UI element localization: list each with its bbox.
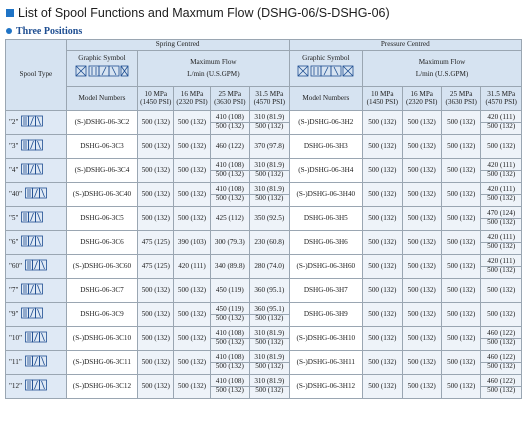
valve-symbol-icon [290, 63, 363, 82]
sc-flow-lower: 500 (132) [215, 194, 244, 202]
pc-model-cell: (S-)DSHG-06-3H2 [289, 111, 363, 135]
sc-flow-cell: 500 (132) [174, 183, 210, 207]
spool-type-cell [6, 207, 67, 231]
sc-flow-cell: 500 (132) [138, 135, 174, 159]
sc-flow-upper: 310 (81.9) [250, 186, 288, 195]
sc-model-cell: (S-)DSHG-06-3C4 [66, 159, 137, 183]
pc-flow-cell: 500 (132) [363, 375, 402, 399]
sc-flow-upper: 450 (119) [211, 306, 249, 315]
sc-flow-cell: 460 (122) [210, 135, 249, 159]
graphic-symbol-label: Graphic Symbol [302, 54, 350, 63]
sc-model-cell: (S-)DSHG-06-3C2 [66, 111, 137, 135]
sc-flow-lower: 500 (132) [215, 386, 244, 394]
spool-type-cell [6, 375, 67, 399]
sc-flow-cell [210, 351, 249, 375]
pc-flow-cell: 500 (132) [402, 255, 441, 279]
sc-flow-cell [250, 375, 289, 399]
p25-label: 25 MPa [218, 89, 242, 98]
pressure-centred-header: Pressure Centred [289, 40, 521, 51]
table-row [6, 327, 522, 351]
pc-flow-cell: 500 (132) [441, 207, 480, 231]
sc-flow-cell: 500 (132) [138, 375, 174, 399]
sc-flow-cell: 500 (132) [138, 351, 174, 375]
p16-label: 16 MPa [180, 89, 204, 98]
sc-flow-cell [210, 111, 249, 135]
sc-flow-cell [250, 351, 289, 375]
sc-flow-cell: 280 (74.0) [250, 255, 289, 279]
pc-flow-upper: 420 (111) [481, 234, 521, 243]
pc-flow-cell: 500 (132) [441, 375, 480, 399]
sc-flow-lower: 500 (132) [215, 338, 244, 346]
pc-flow-cell [481, 111, 522, 135]
pc-flow-cell: 500 (132) [402, 351, 441, 375]
sc-flow-lower: 500 (132) [215, 170, 244, 178]
title-square-icon [6, 9, 14, 17]
pc-flow-cell [481, 183, 522, 207]
sc-flow-cell: 500 (132) [174, 207, 210, 231]
p315-psi-label: (4570 PSI) [485, 97, 517, 106]
spool-symbol-icon [21, 211, 43, 226]
spool-type-header: Spool Type [6, 40, 67, 111]
sc-flow-cell: 500 (132) [174, 159, 210, 183]
pc-flow-cell: 500 (132) [402, 327, 441, 351]
sc-flow-cell: 500 (132) [138, 111, 174, 135]
sc-flow-lower: 500 (132) [255, 122, 284, 130]
p16-label: 16 MPa [410, 89, 434, 98]
pc-flow-upper: 420 (111) [481, 162, 521, 171]
sc-flow-cell [210, 183, 249, 207]
p25-label: 25 MPa [449, 89, 473, 98]
pc-flow-cell: 500 (132) [441, 279, 480, 303]
p315-label: 31.5 MPa [487, 89, 516, 98]
sc-flow-cell: 500 (132) [174, 111, 210, 135]
pc-model-cell: DSHG-06-3H9 [289, 303, 363, 327]
sc-flow-cell: 300 (79.3) [210, 231, 249, 255]
pc-flow-lower: 500 (132) [487, 194, 516, 202]
sc-flow-upper: 360 (95.1) [250, 306, 288, 315]
sc-model-cell: DSHG-06-3C9 [66, 303, 137, 327]
pc-model-cell: DSHG-06-3H6 [289, 231, 363, 255]
spool-symbol-icon [21, 115, 43, 130]
title-text: List of Spool Functions and Maxmum Flow (DSHG-06/S-DSHG-06) [18, 6, 390, 20]
spool-symbol-icon [25, 331, 47, 346]
table-row [6, 351, 522, 375]
pc-flow-cell [481, 255, 522, 279]
spool-label: "2" [9, 117, 19, 126]
pc-flow-cell: 500 (132) [441, 159, 480, 183]
pc-flow-lower: 500 (132) [487, 122, 516, 130]
sc-flow-cell [210, 159, 249, 183]
spool-type-cell [6, 231, 67, 255]
pc-flow-cell: 500 (132) [441, 231, 480, 255]
p10-label: 10 MPa [371, 89, 394, 98]
pc-flow-upper: 460 (122) [481, 354, 521, 363]
pc-flow-cell: 500 (132) [481, 135, 522, 159]
sc-flow-cell: 500 (132) [174, 375, 210, 399]
sc-flow-lower: 500 (132) [255, 386, 284, 394]
model-numbers-header-sc: Model Numbers [66, 87, 137, 111]
sc-flow-upper: 410 (108) [211, 354, 249, 363]
pc-flow-cell: 500 (132) [402, 183, 441, 207]
sc-flow-upper: 410 (108) [211, 162, 249, 171]
pc-model-cell: DSHG-06-3H7 [289, 279, 363, 303]
spool-symbol-icon [21, 307, 43, 322]
sc-flow-upper: 410 (108) [211, 186, 249, 195]
sc-flow-cell: 230 (60.8) [250, 231, 289, 255]
p10-psi-label: (1450 PSI) [140, 97, 172, 106]
table-row [6, 207, 522, 231]
spool-function-table [5, 39, 522, 399]
pc-flow-lower: 500 (132) [487, 170, 516, 178]
sc-flow-cell: 500 (132) [138, 279, 174, 303]
pc-model-cell: DSHG-06-3H5 [289, 207, 363, 231]
spool-type-cell [6, 255, 67, 279]
pc-flow-cell: 500 (132) [363, 183, 402, 207]
sc-flow-upper: 410 (108) [211, 378, 249, 387]
sc-model-cell: (S-)DSHG-06-3C12 [66, 375, 137, 399]
sc-flow-cell: 390 (103) [174, 231, 210, 255]
pc-flow-upper: 460 (122) [481, 378, 521, 387]
pc-flow-cell: 500 (132) [402, 303, 441, 327]
sc-flow-cell: 425 (112) [210, 207, 249, 231]
pc-flow-cell: 500 (132) [441, 351, 480, 375]
pc-flow-cell: 500 (132) [402, 135, 441, 159]
sc-flow-cell [250, 111, 289, 135]
sc-model-cell: (S-)DSHG-06-3C11 [66, 351, 137, 375]
pc-flow-cell: 500 (132) [441, 135, 480, 159]
pc-model-cell: (S-)DSHG-06-3H11 [289, 351, 363, 375]
sc-flow-lower: 500 (132) [255, 314, 284, 322]
sc-flow-lower: 500 (132) [255, 194, 284, 202]
sc-model-cell: (S-)DSHG-06-3C10 [66, 327, 137, 351]
sc-flow-lower: 500 (132) [215, 362, 244, 370]
sc-flow-lower: 500 (132) [255, 170, 284, 178]
sc-flow-cell [250, 327, 289, 351]
pc-flow-cell: 500 (132) [363, 255, 402, 279]
spool-label: "7" [9, 285, 19, 294]
pc-flow-cell: 500 (132) [441, 303, 480, 327]
p25-header-pc [441, 87, 480, 111]
pc-flow-lower: 500 (132) [487, 338, 516, 346]
sc-model-cell: (S-)DSHG-06-3C40 [66, 183, 137, 207]
pc-flow-cell: 500 (132) [363, 327, 402, 351]
pc-flow-upper: 460 (122) [481, 330, 521, 339]
table-row [6, 159, 522, 183]
sc-flow-cell: 450 (119) [210, 279, 249, 303]
graphic-symbol-header-pc [289, 51, 363, 87]
spool-symbol-icon [25, 259, 47, 274]
sc-flow-lower: 500 (132) [255, 362, 284, 370]
sc-flow-upper: 310 (81.9) [250, 330, 288, 339]
sc-flow-upper: 310 (81.9) [250, 162, 288, 171]
sc-flow-cell: 500 (132) [174, 327, 210, 351]
sc-flow-cell: 350 (92.5) [250, 207, 289, 231]
sc-flow-cell: 500 (132) [174, 279, 210, 303]
sc-flow-cell: 500 (132) [138, 159, 174, 183]
pc-model-cell: (S-)DSHG-06-3H40 [289, 183, 363, 207]
spool-symbol-icon [21, 235, 43, 250]
sc-flow-cell: 420 (111) [174, 255, 210, 279]
sc-flow-upper: 310 (81.9) [250, 114, 288, 123]
sc-model-cell: DSHG-06-3C6 [66, 231, 137, 255]
pc-flow-lower: 500 (132) [487, 242, 516, 250]
p10-header-sc [138, 87, 174, 111]
table-row [6, 111, 522, 135]
table-row [6, 135, 522, 159]
maximum-flow-header-sc [138, 51, 289, 87]
pc-flow-cell: 500 (132) [363, 279, 402, 303]
sc-flow-cell: 500 (132) [174, 303, 210, 327]
flow-units-label: L/min (U.S.GPM) [187, 69, 240, 78]
sc-flow-cell [210, 375, 249, 399]
sc-flow-cell: 475 (125) [138, 231, 174, 255]
spool-type-cell [6, 303, 67, 327]
pc-model-cell: (S-)DSHG-06-3H12 [289, 375, 363, 399]
p16-psi-label: (2320 PSI) [406, 97, 438, 106]
max-flow-label: Maximum Flow [190, 57, 237, 66]
p25-psi-label: (3630 PSI) [214, 97, 246, 106]
pc-flow-lower: 500 (132) [487, 386, 516, 394]
pc-flow-cell: 500 (132) [402, 207, 441, 231]
valve-symbol-icon [67, 63, 137, 82]
sc-model-cell: (S-)DSHG-06-3C60 [66, 255, 137, 279]
sc-flow-cell: 500 (132) [138, 183, 174, 207]
spool-type-cell [6, 159, 67, 183]
pc-model-cell: (S-)DSHG-06-3H4 [289, 159, 363, 183]
sc-flow-cell: 500 (132) [138, 303, 174, 327]
model-numbers-header-pc: Model Numbers [289, 87, 363, 111]
p10-label: 10 MPa [144, 89, 168, 98]
page-title [6, 5, 390, 21]
spool-symbol-icon [25, 187, 47, 202]
bullet-icon [6, 28, 12, 34]
sc-flow-upper: 310 (81.9) [250, 354, 288, 363]
sc-flow-cell: 500 (132) [174, 135, 210, 159]
pc-flow-upper: 420 (111) [481, 114, 521, 123]
spring-centred-header: Spring Centred [66, 40, 289, 51]
pc-flow-cell: 500 (132) [481, 279, 522, 303]
sc-flow-upper: 310 (81.9) [250, 378, 288, 387]
subtitle-text: Three Positions [16, 25, 83, 37]
table-row [6, 231, 522, 255]
flow-units-label: L/min (U.S.GPM) [415, 69, 469, 78]
spool-label: "3" [9, 141, 19, 150]
sc-flow-cell [250, 159, 289, 183]
spool-type-cell [6, 135, 67, 159]
pc-flow-cell: 500 (132) [481, 303, 522, 327]
pc-flow-cell: 500 (132) [441, 183, 480, 207]
table-row [6, 375, 522, 399]
sc-flow-cell: 500 (132) [174, 351, 210, 375]
sc-model-cell: DSHG-06-3C3 [66, 135, 137, 159]
p315-header-sc [250, 87, 289, 111]
sc-flow-cell: 360 (95.1) [250, 279, 289, 303]
spool-symbol-icon [21, 139, 43, 154]
spool-label: "9" [9, 309, 19, 318]
pc-flow-cell [481, 231, 522, 255]
p25-psi-label: (3630 PSI) [445, 97, 477, 106]
pc-flow-cell: 500 (132) [441, 111, 480, 135]
p25-header-sc [210, 87, 249, 111]
spool-type-cell [6, 279, 67, 303]
sc-flow-cell: 500 (132) [138, 327, 174, 351]
pc-flow-cell: 500 (132) [363, 207, 402, 231]
table-row [6, 303, 522, 327]
spool-label: "6" [9, 237, 19, 246]
pc-flow-cell: 500 (132) [441, 255, 480, 279]
sc-flow-cell: 340 (89.8) [210, 255, 249, 279]
p10-header-pc [363, 87, 402, 111]
p315-psi-label: (4570 PSI) [253, 97, 285, 106]
sc-flow-upper: 410 (108) [211, 114, 249, 123]
pc-flow-cell: 500 (132) [363, 303, 402, 327]
maximum-flow-header-pc [363, 51, 522, 87]
p315-label: 31.5 MPa [255, 89, 284, 98]
pc-flow-cell: 500 (132) [363, 351, 402, 375]
spool-type-cell [6, 351, 67, 375]
table-body [6, 111, 522, 399]
p10-psi-label: (1450 PSI) [366, 97, 398, 106]
p16-header-pc [402, 87, 441, 111]
pc-flow-cell: 500 (132) [402, 231, 441, 255]
pc-flow-cell: 500 (132) [363, 231, 402, 255]
table-row [6, 255, 522, 279]
pc-flow-cell [481, 207, 522, 231]
sc-flow-cell [250, 183, 289, 207]
pc-flow-upper: 470 (124) [481, 210, 521, 219]
spool-label: "12" [9, 381, 23, 390]
spool-label: "4" [9, 165, 19, 174]
p16-header-sc [174, 87, 210, 111]
max-flow-label: Maximum Flow [418, 57, 466, 66]
pc-flow-cell: 500 (132) [363, 159, 402, 183]
spool-label: "11" [9, 357, 22, 366]
pc-flow-cell: 500 (132) [402, 111, 441, 135]
spool-type-cell [6, 327, 67, 351]
section-subtitle [6, 25, 82, 37]
sc-flow-cell [210, 327, 249, 351]
pc-model-cell: (S-)DSHG-06-3H10 [289, 327, 363, 351]
table-row [6, 279, 522, 303]
spool-type-cell [6, 183, 67, 207]
spool-symbol-icon [21, 283, 43, 298]
spool-symbol-icon [21, 163, 43, 178]
pc-flow-upper: 420 (111) [481, 186, 521, 195]
spool-label: "10" [9, 333, 23, 342]
p315-header-pc [481, 87, 522, 111]
pc-flow-lower: 500 (132) [487, 362, 516, 370]
spool-symbol-icon [25, 355, 47, 370]
pc-flow-cell: 500 (132) [363, 135, 402, 159]
sc-flow-cell [210, 303, 249, 327]
graphic-symbol-header-sc [66, 51, 137, 87]
pc-flow-cell: 500 (132) [402, 375, 441, 399]
sc-flow-lower: 500 (132) [255, 338, 284, 346]
spool-symbol-icon [25, 379, 47, 394]
sc-flow-cell: 475 (125) [138, 255, 174, 279]
sc-flow-lower: 500 (132) [215, 122, 244, 130]
pc-flow-lower: 500 (132) [487, 266, 516, 274]
sc-model-cell: DSHG-06-3C5 [66, 207, 137, 231]
pc-flow-cell [481, 327, 522, 351]
pc-flow-cell: 500 (132) [441, 327, 480, 351]
graphic-symbol-label: Graphic Symbol [78, 54, 126, 63]
spool-label: "60" [9, 261, 23, 270]
sc-flow-lower: 500 (132) [215, 314, 244, 322]
pc-flow-cell: 500 (132) [402, 279, 441, 303]
sc-flow-upper: 410 (108) [211, 330, 249, 339]
table-row [6, 183, 522, 207]
sc-flow-cell: 370 (97.8) [250, 135, 289, 159]
pc-flow-cell [481, 375, 522, 399]
pc-flow-lower: 500 (132) [487, 218, 516, 226]
pc-flow-upper: 420 (111) [481, 258, 521, 267]
p16-psi-label: (2320 PSI) [176, 97, 208, 106]
spool-label: "5" [9, 213, 19, 222]
pc-model-cell: (S-)DSHG-06-3H60 [289, 255, 363, 279]
pc-flow-cell: 500 (132) [363, 111, 402, 135]
spool-label: "40" [9, 189, 23, 198]
sc-model-cell: DSHG-06-3C7 [66, 279, 137, 303]
pc-flow-cell [481, 159, 522, 183]
pc-flow-cell [481, 351, 522, 375]
sc-flow-cell [250, 303, 289, 327]
sc-flow-cell: 500 (132) [138, 207, 174, 231]
pc-model-cell: DSHG-06-3H3 [289, 135, 363, 159]
pc-flow-cell: 500 (132) [402, 159, 441, 183]
spool-type-cell [6, 111, 67, 135]
